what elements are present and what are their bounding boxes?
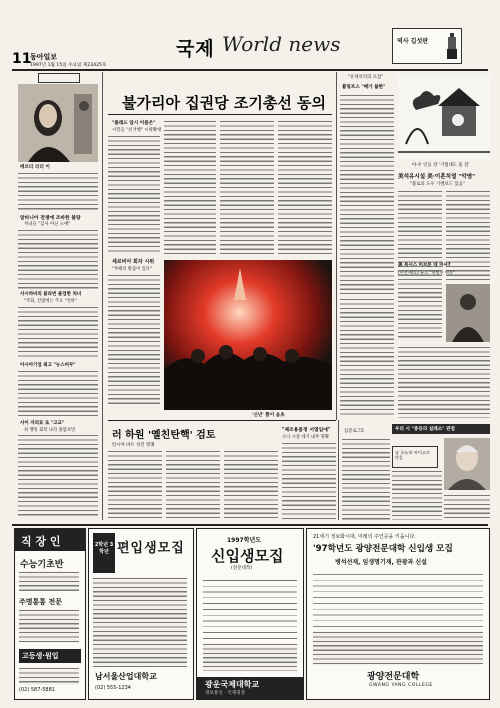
portrait-column-headline-box [392,424,490,434]
ad3-table [203,575,297,639]
sidebar-headline: 뷸랑프스 "배가 불한" [342,85,386,90]
ad2-school: 남서울산업대학교 [95,672,157,681]
left-body-text-1 [18,172,98,212]
ad1-header [15,529,85,551]
ad1-footer: (02) 587-5881 [19,687,55,693]
ad4-table [313,569,483,627]
left-subhead-1: 처녀들 "김사 아닌 노예" [24,222,71,227]
lead-headline: 불가리아 집권당 조기총선 동의 [122,94,327,112]
center-story-rule [108,420,336,421]
left-headline-3: 아시아기업 최고 "뉴스버무" [20,363,76,368]
ad2-body [93,577,187,667]
left-headline-4: 사이 자의료 로 "고교" [20,421,65,426]
ad-gwangyang-college[interactable] [306,528,490,700]
portrait-photo-man [444,438,490,490]
ad-job-seekers[interactable] [14,528,86,700]
center-story-subhead: 탄시아 바트 성전 명쾌 [112,443,155,448]
sidebar-body-text-2 [340,298,394,418]
right-story-subhead-2: (사진·배도) 뉴스 "머빙시 역등" [398,270,455,275]
ad3-school: 광운국제대학교 [205,680,260,689]
lead-headline-rule [108,114,332,115]
lead-body-col-4 [278,120,332,255]
ad3-title: 신입생모집 [211,547,284,565]
center-body-col-1 [108,450,162,520]
lead-sub-headline: 세르비아 회자 시위 [112,259,155,265]
protest-photo-caption: '신년' 뽑이 음초 [252,413,285,418]
portrait-caption: 베르티 리더 이 [20,165,50,170]
lead-body-col-1 [108,135,160,255]
right-story-subhead: "불로의 도우 기벨보드 있음" [410,182,465,187]
ad1-line-4: 고등생·원입 [22,652,59,660]
sidebar-body-text [340,94,394,294]
ad2-side-label-box [93,533,115,573]
ad4-subtitle: 병석선재, 임생명기재, 관광과 신설 [335,559,427,566]
center-story-headline: 러 하원 '옐친탄핵' 검토 [112,430,216,441]
portrait-column-body-2 [392,470,442,520]
ad1-line-3: 주명통통 전문 [19,598,63,606]
ad-transfer-students[interactable] [88,528,194,700]
ad1-body-2 [19,609,79,643]
paper-name: 동아일보 [30,53,58,61]
center-body-col-3 [224,450,278,520]
ad1-body-3 [19,667,79,685]
ad2-phone: (02) 555-1234 [95,685,131,691]
portrait-photo-woman [18,84,98,162]
ad2-side-label: 2학년 3학년 [94,542,114,555]
portrait-quote-text: 남 오뉴보 아이고르 맛을 [395,450,431,461]
ad1-line-2: 수능기초반 [20,560,64,570]
portrait-column-body [342,438,390,520]
portrait-column-body-3 [444,494,490,520]
ad3-footer-band [197,677,303,699]
left-subhead-2: "주화, 간밤에는 주요 "언바" [24,299,77,304]
ad1-line-1: 직 장 인 [21,535,61,548]
left-body-text-3 [18,306,98,360]
right-story-headline: 美석유시설 美·이혼치열 "악염" [398,174,476,180]
ad3-heading: 1997학년도 [227,537,262,544]
lead-column-head: "플래드 얼시 이름은" [112,121,156,126]
left-subhead-4: 쉬 뱅킹 회복 나라 종합보면 [24,428,76,433]
right-body-col-2 [446,190,490,280]
portrait-quote-box [392,446,438,468]
sidebar-label: "유네폭리의 요점" [348,75,384,80]
middle-story-subhead: 소니 시장 데기 내부 명확 [282,435,329,440]
lead-column-subhead: 시민들 "선거행" 시위확대 [112,128,162,133]
left-column-label [38,73,80,83]
trophy-figure-icon [445,31,459,61]
left-body-text-4 [18,370,98,418]
middle-divider [338,420,339,520]
lead-sub-subhead: "부패의 탈출이 있다" [112,267,152,272]
lead-body-col-2 [164,120,216,255]
ad1-banner [19,649,81,663]
ad4-school-en: GWANG YANG COLLEGE [369,683,433,688]
portrait-column-headline: 우리 시 "중등의 실례소" 관점 [395,427,455,432]
ad1-body-1 [19,571,79,591]
ads-top-rule [12,524,488,526]
right-story-headline-2: 美 특시스 비브론 대 미사? [398,263,451,268]
ad3-subtitle: (전문대학) [231,566,253,571]
cartoon-illustration [398,74,490,160]
ad-new-students[interactable] [196,528,304,700]
right-body-col-3 [398,346,490,418]
ad2-title: 편입생모집 [117,541,185,556]
left-body-text-5 [18,434,98,516]
column-box [392,28,462,64]
lead-body-col-5 [108,274,160,404]
portrait-column-label: 심층로그5 [344,429,364,434]
ad4-title: '97학년도 광양전문대학 신입생 모집 [313,544,453,554]
lead-right-divider [336,72,337,420]
section-title-english: World news [222,32,341,56]
protest-photo [164,260,332,410]
ad3-footer: 정보통신 · 국제경영 [205,691,245,696]
ad3-body [203,643,297,671]
masthead-rule [12,69,488,71]
ad4-body [313,631,483,665]
middle-body-text [282,442,336,520]
page-number: 11 [12,51,32,67]
dateline: 1997년 1월 15일 수요일 제23425호 [30,63,107,68]
left-body-text-2 [18,229,98,289]
center-body-col-2 [166,450,220,520]
middle-story-headline: "제조용품정 서열임에" [282,428,331,433]
right-story-photo [446,284,490,342]
section-title-korean: 국제 [176,38,215,60]
lead-body-col-3 [220,120,274,255]
left-column-divider [102,72,103,520]
column-box-title: 역사 깁섯판 [397,38,429,45]
cartoon-caption: 아·우 인등 장 '기법대도 흡 점' [412,163,470,168]
ad4-school: 광양전문대학 [367,672,420,682]
ad4-banner: 21세기 정보화시대, 미래의 주인공을 키웁니다. [313,534,416,540]
left-headline-2: 사시하비의 블라번 졸업한 처녀 [20,292,82,297]
left-headline-1: 알바니아 전쟁에 조바한 블랑 [20,216,81,221]
